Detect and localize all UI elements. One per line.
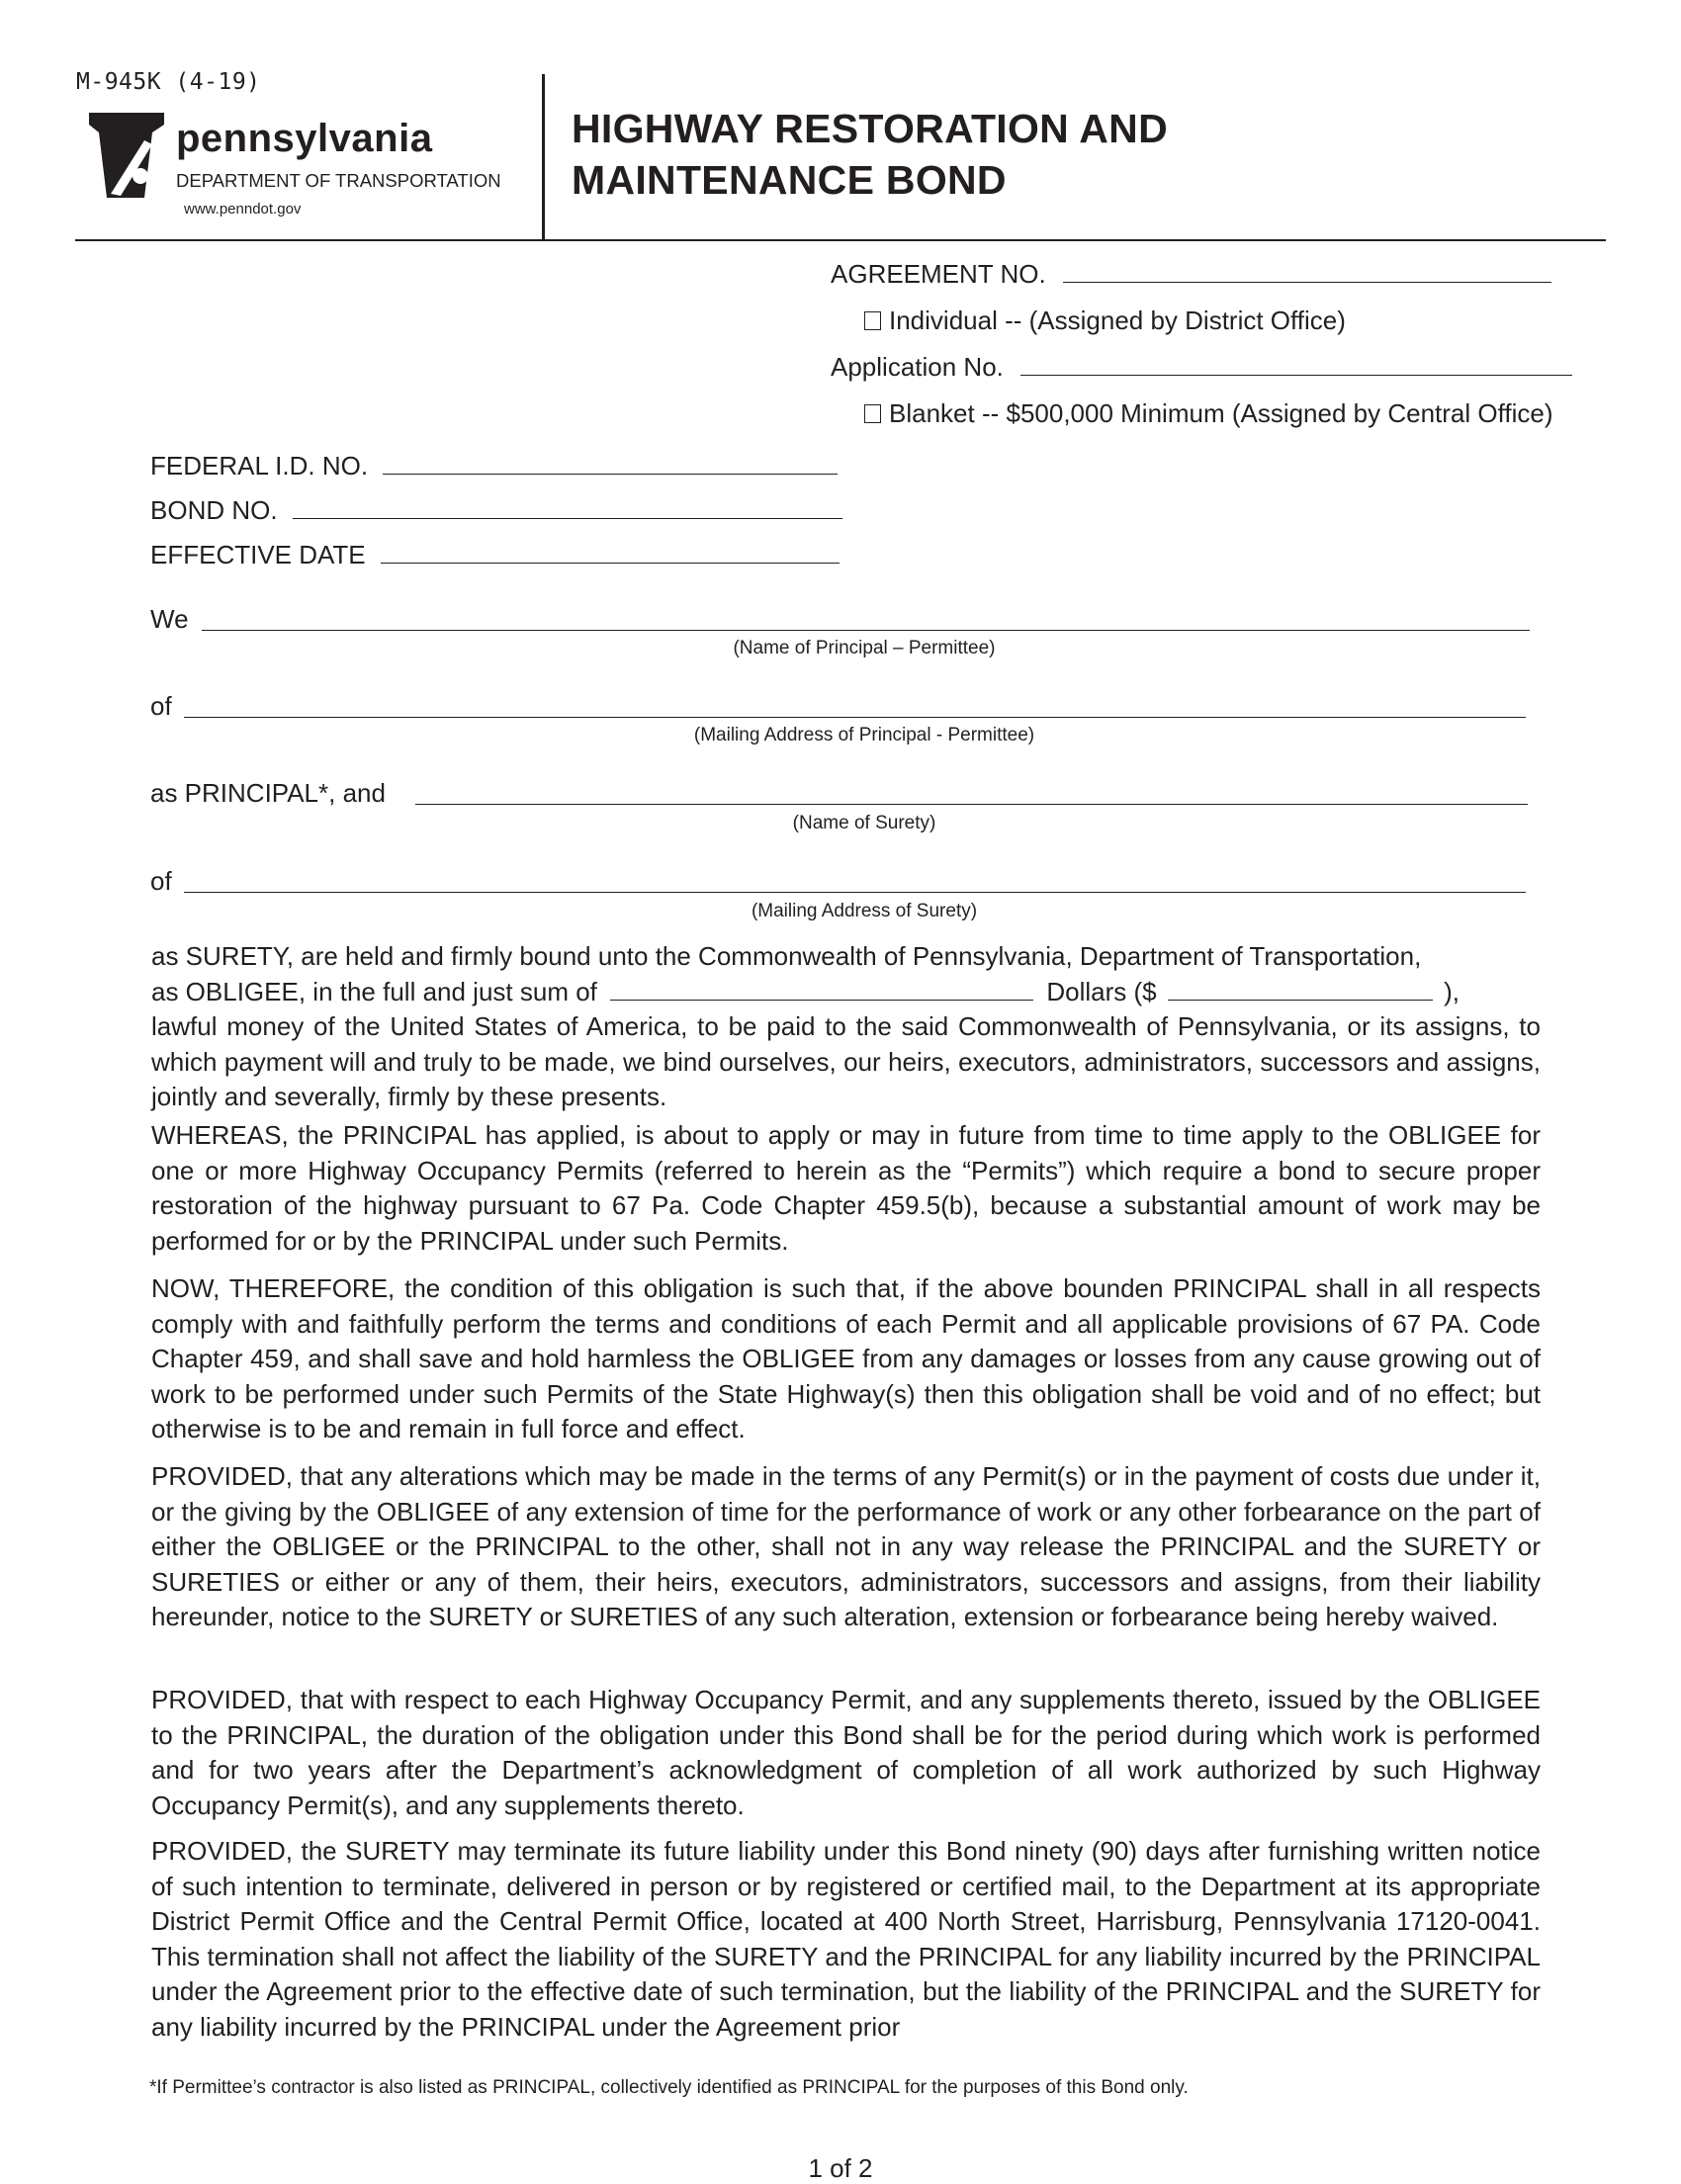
sum-amount-blank[interactable] bbox=[1168, 980, 1433, 1001]
individual-option[interactable] bbox=[864, 306, 1346, 336]
paragraph-surety-bound bbox=[151, 939, 1541, 1115]
sum-words-blank[interactable] bbox=[610, 980, 1033, 1001]
effective-date-field[interactable] bbox=[150, 540, 840, 570]
application-number-field[interactable] bbox=[831, 352, 1572, 383]
of-label-surety: of bbox=[150, 866, 172, 896]
header-divider-vertical bbox=[542, 74, 545, 240]
surety-name-line[interactable] bbox=[415, 804, 1528, 805]
now-therefore-paragraph: NOW, THEREFORE, the condition of this obligation is such that, if the above bounden PRINCIPAL shall in all respects comply with and faithfully perform the terms and conditions of each Permit and all applicable provisions of 67 PA. Code Chapter 459, and shall save and hold harmless the OBLIGEE from any damages or losses from any cause growing out of work to be performed under such Permits of the State Highway(s) then this obligation shall be void and of no effect; but otherwise is to be and remain in full force and effect. bbox=[151, 1273, 1541, 1443]
title-line-2: MAINTENANCE BOND bbox=[572, 157, 1007, 203]
bond-number-label: BOND NO. bbox=[150, 495, 278, 525]
application-number-blank[interactable] bbox=[1020, 355, 1572, 376]
surety-name-caption: (Name of Surety) bbox=[792, 813, 936, 833]
document-title bbox=[572, 103, 1168, 206]
principal-address-line[interactable] bbox=[184, 717, 1526, 718]
whereas-paragraph: WHEREAS, the PRINCIPAL has applied, is about to apply or may in future from time to time apply to the OBLIGEE for one or more Highway Occupancy Permits (referred to herein as the “Permits”) which require a bond to secure proper restoration of the highway pursuant to 67 Pa. Code Chapter 459.5(b), because a substantial amount of work may be performed for or by the PRINCIPAL under such Permits. bbox=[151, 1120, 1541, 1256]
logo-url: www.penndot.gov bbox=[184, 201, 302, 218]
provided-termination-paragraph: PROVIDED, the SURETY may terminate its future liability under this Bond ninety (90) days after furnishing written notice of such intention to terminate, delivered in person or by registered or certified mail, to the Department at its appropriate District Permit Office and the Central Permit Office, located at 400 North Street, Harrisburg, Pennsylvania 17120-0041. This termination shall not affect the liability of the SURETY and the PRINCIPAL for any liability incurred by the PRINCIPAL under the Agreement prior to the effective date of such termination, but the liability of the PRINCIPAL and the SURETY for any liability incurred by the PRINCIPAL under the Agreement prior bbox=[151, 1836, 1541, 2042]
principal-address-caption: (Mailing Address of Principal - Permittee) bbox=[693, 725, 1035, 745]
we-label: We bbox=[150, 604, 189, 634]
sum-line bbox=[151, 975, 1541, 1010]
as-principal-label: as PRINCIPAL*, and bbox=[150, 778, 386, 808]
sum-label: as OBLIGEE, in the full and just sum of bbox=[151, 976, 597, 1006]
surety-address-caption: (Mailing Address of Surety) bbox=[751, 901, 978, 921]
lawful-money-text: lawful money of the United States of America, to be paid to the said Commonwealth of Pennsylvania, or its assigns, to which payment will and truly to be made, we bind ourselves, our heirs, executors, administrators, successors and assigns, jointly and severally, firmly by these presents. bbox=[151, 1011, 1541, 1111]
logo-wordmark: pennsylvania bbox=[176, 117, 433, 160]
effective-date-blank[interactable] bbox=[381, 543, 840, 564]
bound-line: as SURETY, are held and firmly bound unto the Commonwealth of Pennsylvania, Department of Transportation, bbox=[151, 941, 1422, 971]
dollars-label: Dollars ($ bbox=[1046, 976, 1157, 1006]
blanket-checkbox[interactable] bbox=[864, 404, 881, 423]
provided-duration-paragraph: PROVIDED, that with respect to each Highway Occupancy Permit, and any supplements thereto, issued by the OBLIGEE to the PRINCIPAL, the duration of the obligation under this Bond shall be for the period during which work is performed and for two years after the Department’s acknowledgment of completion of all work authorized by such Highway Occupancy Permit(s), and any supplements thereto. bbox=[151, 1685, 1541, 1820]
page-number: 1 of 2 bbox=[808, 2153, 873, 2183]
individual-checkbox[interactable] bbox=[864, 311, 881, 330]
provided-alterations-paragraph: PROVIDED, that any alterations which may be made in the terms of any Permit(s) or in the payment of costs due under it, or the giving by the OBLIGEE of any extension of time for the performance of work or any other forbearance on the part of either the OBLIGEE or the PRINCIPAL to the other, shall not in any way release the PRINCIPAL and the SURETY or SURETIES or either or any of them, their heirs, executors, administrators, successors and assigns, from their liability hereunder, notice to the SURETY or SURETIES of any such alteration, extension or forbearance being hereby waived. bbox=[151, 1461, 1541, 1631]
principal-name-caption: (Name of Principal – Permittee) bbox=[733, 638, 996, 658]
blanket-option[interactable] bbox=[864, 398, 1552, 429]
header-divider-horizontal bbox=[75, 239, 1606, 241]
blanket-option-label: Blanket -- $500,000 Minimum (Assigned by Central Office) bbox=[889, 398, 1553, 428]
federal-id-blank[interactable] bbox=[383, 454, 838, 475]
bond-number-field[interactable] bbox=[150, 495, 842, 526]
application-number-label: Application No. bbox=[831, 352, 1004, 382]
footnote: *If Permittee’s contractor is also listed as PRINCIPAL, collectively identified as PRINCIPAL for the purposes of this Bond only. bbox=[149, 2077, 1189, 2098]
surety-address-line[interactable] bbox=[184, 892, 1526, 893]
logo-department: DEPARTMENT OF TRANSPORTATION bbox=[176, 170, 501, 191]
agreement-number-blank[interactable] bbox=[1063, 262, 1551, 283]
individual-option-label: Individual -- (Assigned by District Office) bbox=[889, 306, 1346, 335]
of-label-principal: of bbox=[150, 691, 172, 721]
federal-id-field[interactable] bbox=[150, 451, 838, 481]
penndot-keystone-logo-icon bbox=[87, 111, 166, 200]
bond-number-blank[interactable] bbox=[293, 498, 842, 519]
federal-id-label: FEDERAL I.D. NO. bbox=[150, 451, 369, 480]
form-number: M-945K (4-19) bbox=[76, 69, 261, 95]
effective-date-label: EFFECTIVE DATE bbox=[150, 540, 366, 569]
dollars-close: ), bbox=[1444, 976, 1460, 1006]
agreement-number-label: AGREEMENT NO. bbox=[831, 259, 1046, 289]
title-line-1: HIGHWAY RESTORATION AND bbox=[572, 106, 1168, 151]
agreement-number-field[interactable] bbox=[831, 259, 1551, 290]
principal-name-line[interactable] bbox=[202, 630, 1530, 631]
